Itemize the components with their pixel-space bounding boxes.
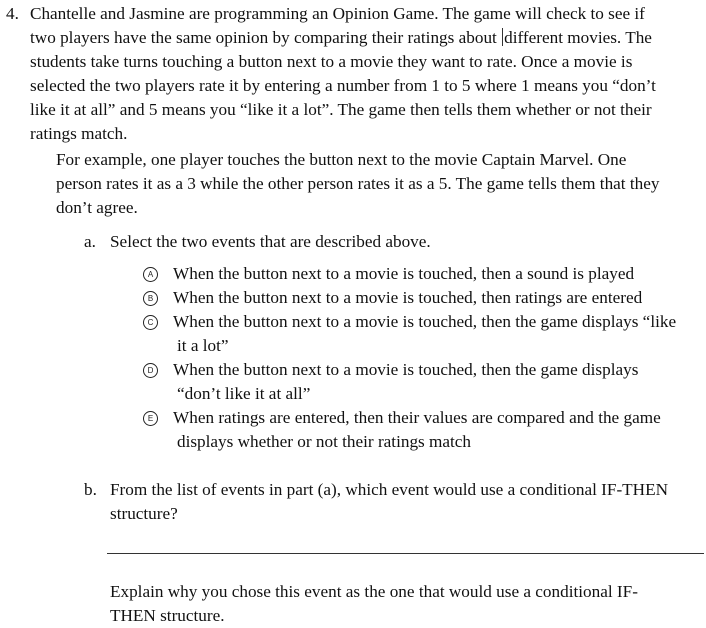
question-number: 4. <box>6 4 19 23</box>
example-line: person rates it as a 3 while the other person rates it as a 5. The game tells them that they <box>56 174 660 193</box>
choice-a[interactable] <box>143 262 703 286</box>
stem-line <box>30 26 702 50</box>
part-b-letter: b. <box>84 480 97 499</box>
question-stem <box>30 2 702 146</box>
part-a-letter: a. <box>84 232 96 251</box>
example-line: don’t agree. <box>56 198 138 217</box>
choice-c[interactable] <box>143 310 703 358</box>
stem-line: ratings match. <box>30 124 128 143</box>
part-b-prompt <box>110 478 690 526</box>
example-paragraph <box>56 148 696 220</box>
choice-a-text <box>173 262 703 286</box>
text-cursor <box>502 28 503 46</box>
choice-e[interactable] <box>143 406 703 454</box>
explain-line: THEN structure. <box>110 606 225 625</box>
choice-c-text <box>173 310 703 358</box>
choice-line: displays whether or not their ratings match <box>177 432 472 451</box>
stem-line-part: different movies. The <box>504 28 652 47</box>
answer-line[interactable] <box>107 553 704 554</box>
choice-line: When the button next to a movie is touched, then the game displays <box>173 360 639 379</box>
part-b-prompt-line: From the list of events in part (a), which event would use a conditional IF-THEN <box>110 480 668 499</box>
stem-line: like it at all” and 5 means you “like it a lot”. The game then tells them whether or not their <box>30 100 652 119</box>
choice-a-bubble[interactable]: A <box>143 267 158 282</box>
choice-c-bubble[interactable]: C <box>143 315 158 330</box>
choice-e-bubble[interactable]: E <box>143 411 158 426</box>
choice-b[interactable] <box>143 286 703 310</box>
stem-line-part: two players have the same opinion by comparing their ratings about <box>30 28 502 47</box>
choice-e-text <box>173 406 703 454</box>
choice-line: When ratings are entered, then their values are compared and the game <box>173 408 661 427</box>
choice-d-text <box>173 358 703 406</box>
explain-line: Explain why you chose this event as the one that would use a conditional IF- <box>110 582 638 601</box>
choice-line: When the button next to a movie is touched, then a sound is played <box>173 264 635 283</box>
choice-b-text <box>173 286 703 310</box>
explain-prompt <box>110 580 670 628</box>
choice-line: “don’t like it at all” <box>177 384 311 403</box>
stem-line: students take turns touching a button next to a movie they want to rate. Once a movie is <box>30 52 633 71</box>
part-a-prompt: Select the two events that are described above. <box>110 232 431 251</box>
choice-line: When the button next to a movie is touched, then ratings are entered <box>173 288 643 307</box>
stem-line: selected the two players rate it by entering a number from 1 to 5 where 1 means you “don’t <box>30 76 656 95</box>
choice-line: When the button next to a movie is touched, then the game displays “like <box>173 312 677 331</box>
answer-choices <box>143 262 703 454</box>
part-b-prompt-line: structure? <box>110 504 178 523</box>
choice-line: it a lot” <box>177 336 229 355</box>
choice-d-bubble[interactable]: D <box>143 363 158 378</box>
choice-b-bubble[interactable]: B <box>143 291 158 306</box>
example-line: For example, one player touches the button next to the movie Captain Marvel. One <box>56 150 627 169</box>
choice-d[interactable] <box>143 358 703 406</box>
stem-line: Chantelle and Jasmine are programming an Opinion Game. The game will check to see if <box>30 4 645 23</box>
